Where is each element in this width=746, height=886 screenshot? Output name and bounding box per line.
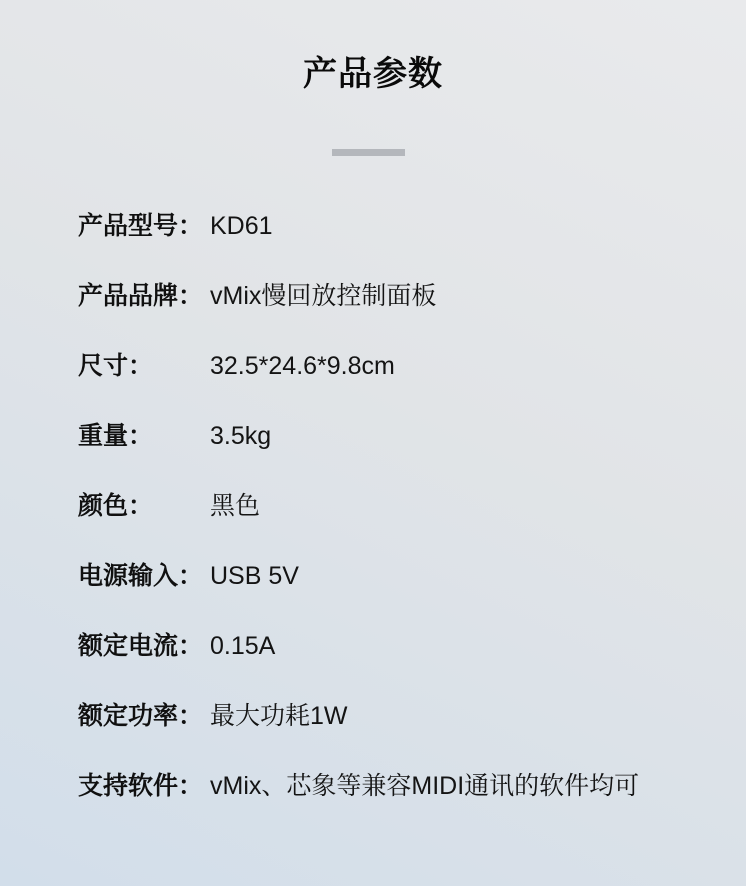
spec-label: 额定电流： [78, 632, 204, 660]
spec-value: vMix、芯象等兼容MIDI通讯的软件均可 [210, 772, 640, 800]
spec-value: USB 5V [210, 562, 299, 590]
spec-list [78, 210, 716, 840]
title-divider [332, 149, 405, 156]
spec-value: 最大功耗1W [210, 702, 348, 730]
spec-value: 黑色 [210, 492, 261, 520]
spec-label: 产品型号： [78, 212, 204, 240]
spec-label: 额定功率： [78, 702, 204, 730]
spec-label: 重量： [78, 422, 154, 450]
spec-label: 颜色： [78, 492, 154, 520]
spec-row-weight [78, 420, 716, 490]
spec-row-dimensions [78, 350, 716, 420]
spec-row-power-input [78, 560, 716, 630]
spec-value: vMix慢回放控制面板 [210, 282, 437, 310]
spec-label: 产品品牌： [78, 282, 204, 310]
spec-row-rated-power [78, 700, 716, 770]
spec-value: 3.5kg [210, 422, 272, 450]
spec-label: 尺寸： [78, 352, 154, 380]
spec-row-rated-current [78, 630, 716, 700]
spec-row-supported-software [78, 770, 716, 840]
spec-row-color [78, 490, 716, 560]
spec-value: 0.15A [210, 632, 276, 660]
spec-value: KD61 [210, 212, 273, 240]
page-title: 产品参数 [303, 55, 443, 93]
spec-label: 电源输入： [78, 562, 204, 590]
spec-row-brand [78, 280, 716, 350]
spec-value: 32.5*24.6*9.8cm [210, 352, 395, 380]
spec-row-model [78, 210, 716, 280]
spec-label: 支持软件： [78, 772, 204, 800]
